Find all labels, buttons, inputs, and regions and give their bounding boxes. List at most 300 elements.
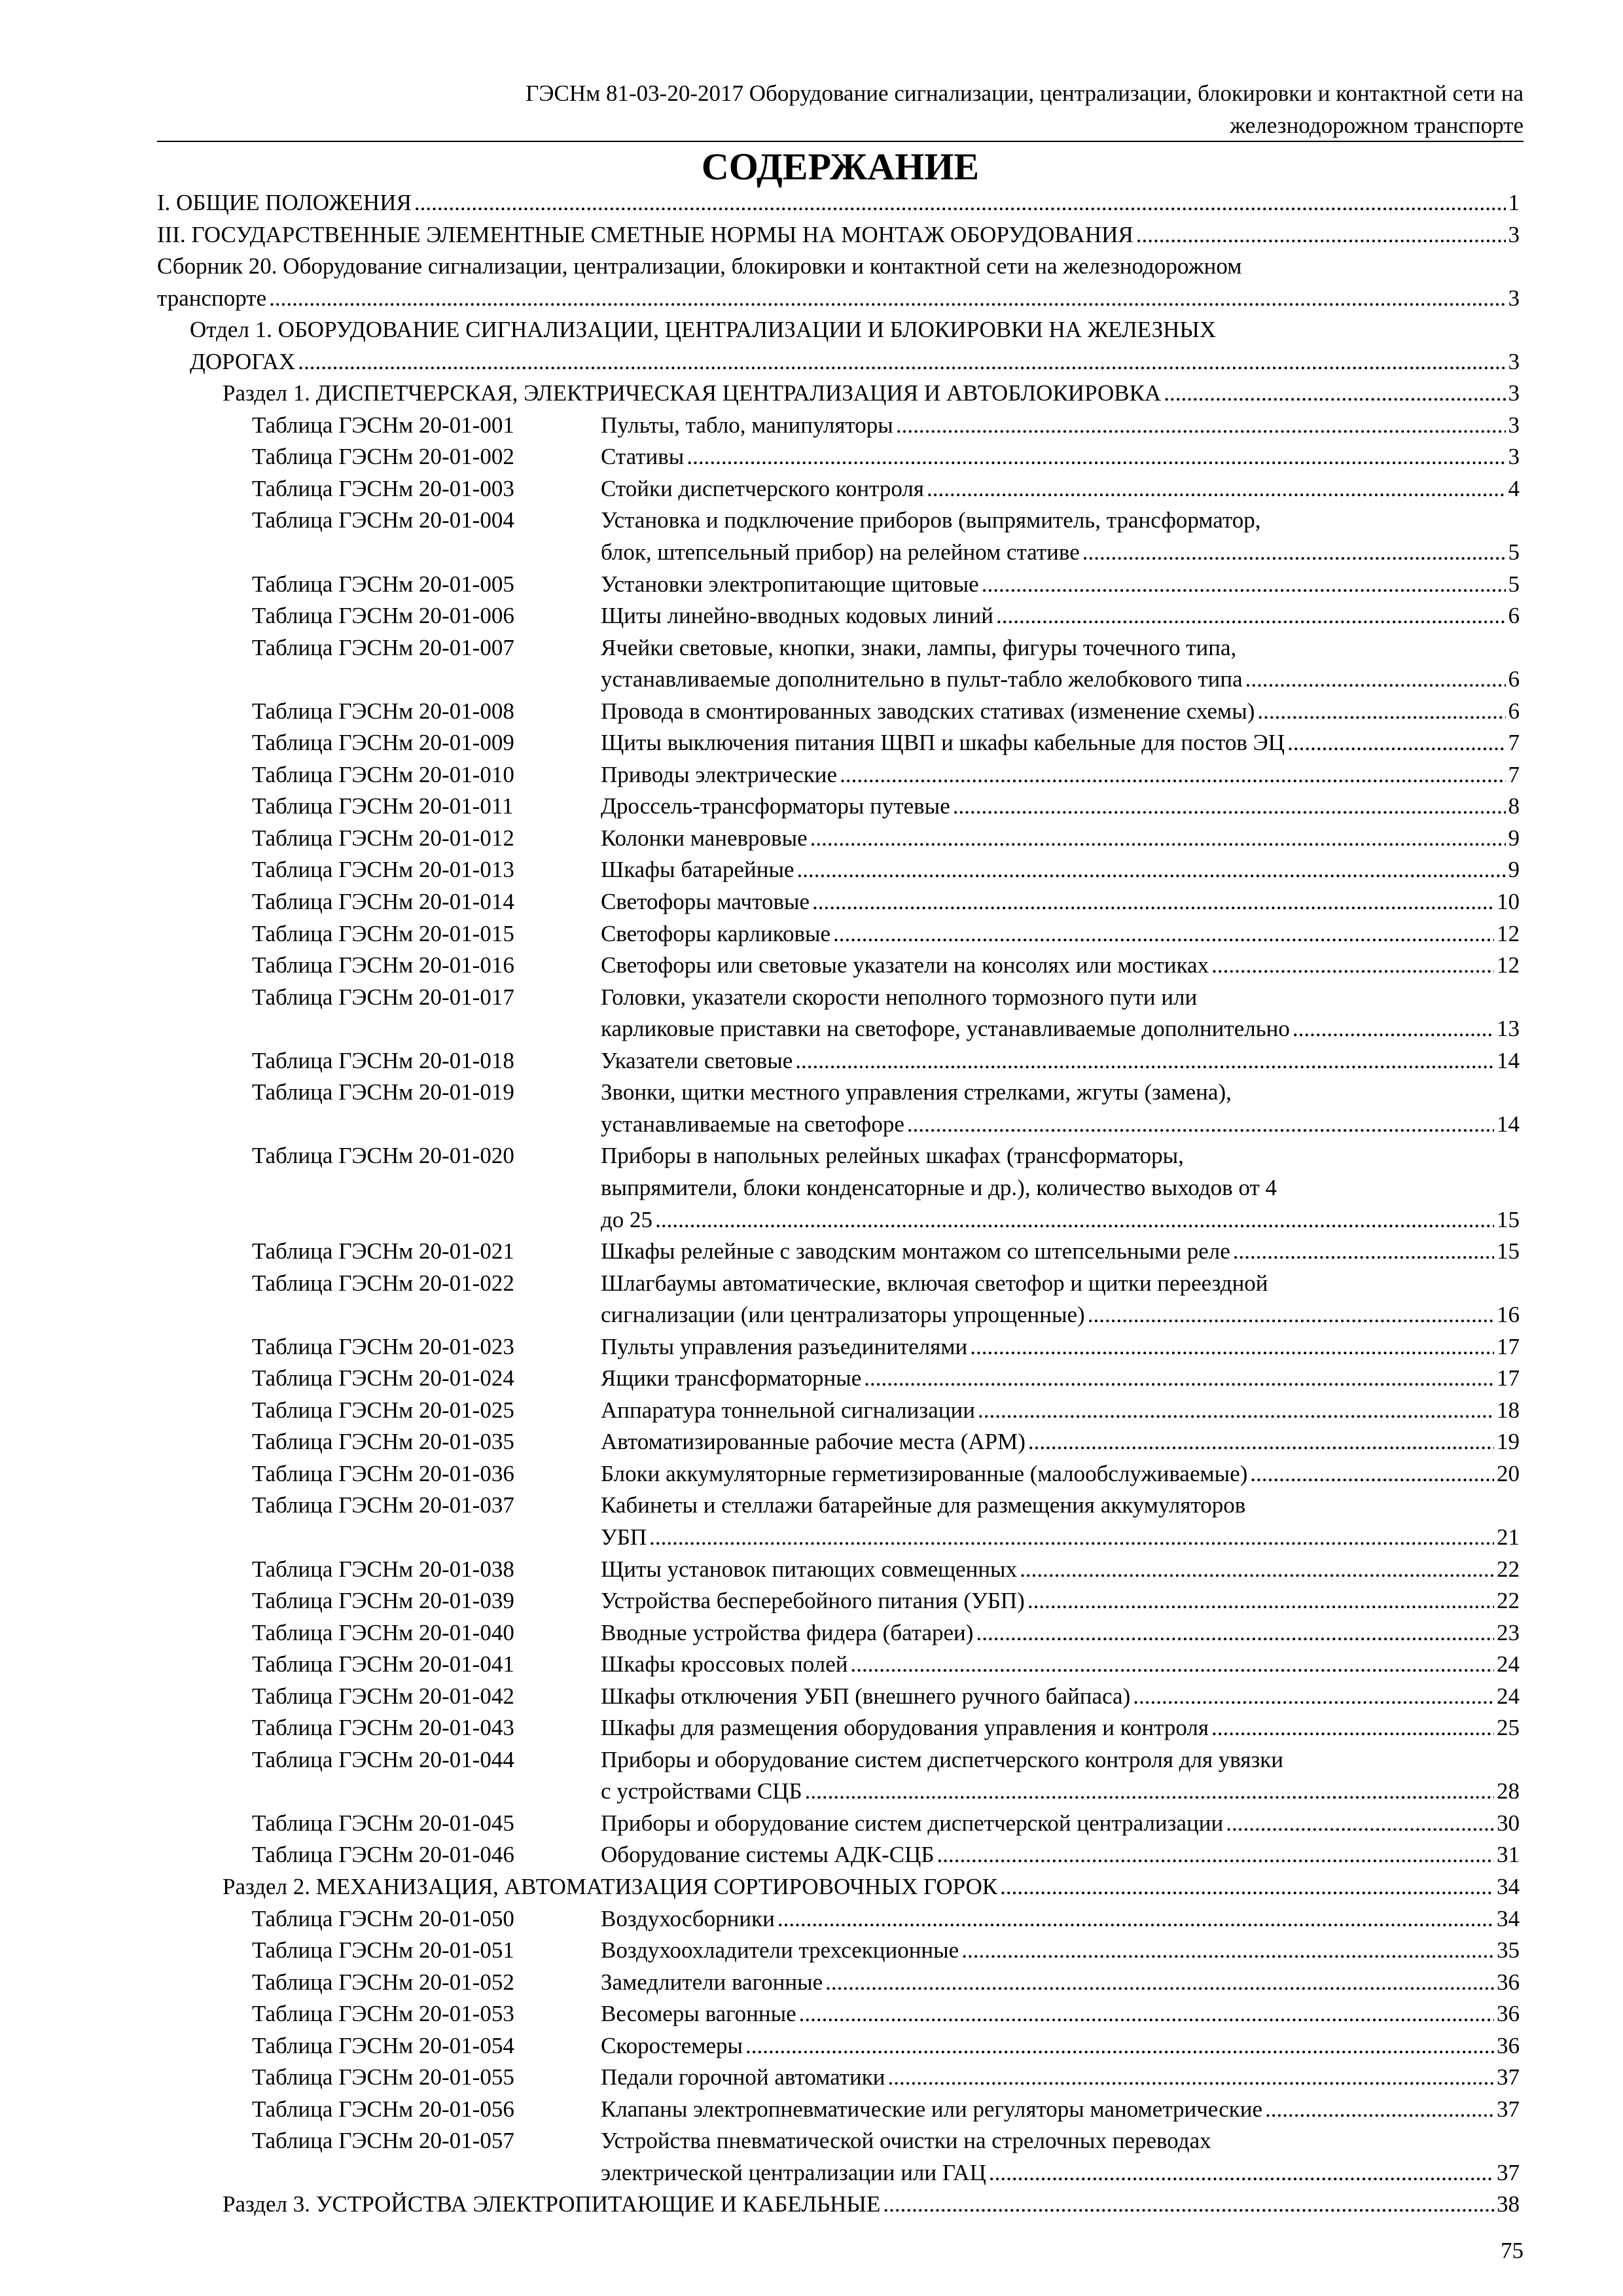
toc-entry[interactable] [157,791,1520,823]
toc-entry-title: Шкафы релейные с заводским монтажом со штепсельными реле [601,1238,1230,1265]
toc-entry[interactable] [157,219,1520,251]
toc-entry-title: блок, штепсельный прибор) на релейном стативе [601,539,1080,565]
toc-entry-title: Автоматизированные рабочие места (АРМ) [601,1429,1026,1455]
dot-leader [810,823,1506,855]
toc-entry-code: Таблица ГЭСНм 20-01-035 [252,1429,514,1455]
toc-entry-page: 36 [1497,2001,1520,2027]
toc-entry-line [601,1426,1520,1458]
toc-entry-page: 7 [1508,730,1520,756]
toc-entry[interactable] [157,886,1520,918]
toc-entry-page: 15 [1497,1206,1520,1232]
toc-entry-text [601,759,1520,791]
toc-entry[interactable] [157,1649,1520,1681]
toc-entry-text [190,314,1520,378]
dot-leader [976,1617,1494,1649]
toc-entry-code: Таблица ГЭСНм 20-01-009 [252,730,514,756]
toc-entry-page: 5 [1508,571,1520,597]
toc-entry-title: Светофоры мачтовые [601,889,810,915]
toc-entry-title: Дроссель-трансформаторы путевые [601,793,950,819]
toc-entry-code: Таблица ГЭСНм 20-01-006 [252,603,514,629]
dot-leader [1020,1554,1494,1586]
page-title: СОДЕРЖАНИЕ [701,145,980,188]
dot-leader [864,1363,1494,1395]
toc-entry-text [601,1681,1520,1713]
dot-leader [883,2189,1494,2221]
toc-entry-line [223,1871,1520,1903]
dot-leader [799,1998,1494,2030]
dot-leader [1027,1585,1494,1617]
toc-entry-line [601,1395,1520,1427]
toc-entry[interactable] [157,441,1520,473]
toc-entry[interactable] [157,1585,1520,1617]
toc-entry-text [601,1839,1520,1871]
toc-entry[interactable] [157,1935,1520,1967]
toc-entry-line [601,1522,1520,1554]
toc-entry-code: Таблица ГЭСНм 20-01-014 [252,889,514,915]
toc-entry-title: Ящики трансформаторные [601,1365,862,1391]
toc-entry-title: Светофоры или световые указатели на консолях или мостиках [601,952,1209,978]
toc-entry-title: Установки электропитающие щитовые [601,571,979,597]
dot-leader [888,2062,1495,2094]
toc-entry-page: 14 [1497,1047,1520,1073]
toc-entry-title: выпрямители, блоки конденсаторные и др.), количество выходов от 4 [601,1174,1277,1200]
toc-entry-page: 31 [1497,1842,1520,1868]
toc-entry-code: Таблица ГЭСНм 20-01-056 [252,2096,514,2122]
toc-entry-page: 16 [1497,1302,1520,1328]
toc-entry-text [157,251,1520,314]
dot-leader [825,1967,1494,1999]
toc-entry[interactable] [157,950,1520,982]
toc-entry-line [601,1013,1520,1045]
dot-leader [936,1839,1494,1871]
toc-entry-line [601,1681,1520,1713]
toc-entry-text [601,1426,1520,1458]
toc-entry[interactable] [157,314,1520,378]
toc-entry-line [601,1808,1520,1840]
toc-entry[interactable] [157,1617,1520,1649]
toc-entry-line [601,473,1520,505]
toc-entry-code: Таблица ГЭСНм 20-01-052 [252,1969,514,1995]
toc-entry-line [601,1045,1520,1077]
toc-entry-text [601,569,1520,601]
toc-entry-code: Таблица ГЭСНм 20-01-036 [252,1460,514,1486]
toc-entry-page: 20 [1497,1460,1520,1486]
toc-entry[interactable] [157,473,1520,505]
dot-leader [1000,1871,1494,1903]
dot-leader [840,759,1505,791]
toc-entry[interactable] [157,505,1520,568]
toc-entry-title: устанавливаемые дополнительно в пульт-табло желобкового типа [601,666,1243,692]
toc-entry-line [190,346,1520,378]
toc-entry-line [601,1077,1520,1109]
toc-entry-page: 34 [1497,1905,1520,1931]
toc-entry[interactable] [157,727,1520,759]
toc-entry-line [157,283,1520,315]
toc-entry-line [157,187,1520,219]
toc-entry-text [157,187,1520,219]
dot-leader [795,1045,1494,1077]
toc-entry-page: 36 [1497,2032,1520,2058]
toc-entry-line [601,1967,1520,1999]
toc-entry[interactable] [157,600,1520,632]
toc-entry-code: Таблица ГЭСНм 20-01-055 [252,2064,514,2090]
dot-leader [1211,950,1494,982]
toc-entry-page: 37 [1497,2096,1520,2122]
toc-entry-page: 4 [1508,475,1520,501]
page-number: 75 [1501,2238,1524,2263]
toc-entry-line [601,1712,1520,1744]
toc-entry[interactable] [157,1045,1520,1077]
toc-entry-line [601,791,1520,823]
toc-entry-page: 35 [1497,1937,1520,1964]
toc-entry-line [601,2125,1520,2157]
dot-leader [982,569,1506,601]
dot-leader [1226,1808,1494,1840]
toc-entry-page: 24 [1497,1651,1520,1677]
toc-entry-page: 5 [1508,539,1520,565]
toc-entry-title: I. ОБЩИЕ ПОЛОЖЕНИЯ [157,190,412,215]
toc-entry-title: Щиты линейно-вводных кодовых линий [601,603,993,629]
running-header [157,77,1524,141]
toc-entry-page: 22 [1497,1588,1520,1614]
toc-entry[interactable] [157,2062,1520,2094]
toc-entry[interactable] [157,1808,1520,1840]
toc-entry[interactable] [157,1998,1520,2030]
toc-entry-title: Устройства бесперебойного питания (УБП) [601,1588,1025,1614]
toc-entry-title: транспорте [157,285,267,311]
dot-leader [1164,378,1505,410]
toc-entry-line [601,1458,1520,1490]
toc-entry-text [601,1967,1520,1999]
toc-entry-page: 3 [1508,380,1520,406]
toc-entry[interactable] [157,696,1520,728]
toc-entry-line [601,1776,1520,1808]
toc-entry-title: устанавливаемые на светофоре [601,1111,904,1137]
toc-entry-title: до 25 [601,1206,653,1232]
toc-entry-title: Раздел 1. ДИСПЕТЧЕРСКАЯ, ЭЛЕКТРИЧЕСКАЯ ЦЕНТРАЛИЗАЦИЯ И АВТОБЛОКИРОВКА [223,380,1162,406]
toc-entry-title: Замедлители вагонные [601,1969,823,1995]
dot-leader [907,1109,1494,1141]
toc-entry-line [601,1744,1520,1776]
toc-entry-line [223,2189,1520,2221]
toc-entry-page: 3 [1508,348,1520,374]
toc-entry-text [601,1712,1520,1744]
toc-entry-code: Таблица ГЭСНм 20-01-054 [252,2032,514,2058]
dot-leader [1257,696,1505,728]
toc-entry-text [601,1617,1520,1649]
toc-entry-line [601,1998,1520,2030]
toc-entry-line [601,600,1520,632]
toc-entry-code: Таблица ГЭСНм 20-01-045 [252,1810,514,1836]
dot-leader [1028,1426,1494,1458]
toc-entry[interactable] [157,1744,1520,1808]
toc-entry-page: 6 [1508,666,1520,692]
toc-entry-line [601,1268,1520,1300]
toc-entry[interactable] [157,251,1520,314]
dot-leader [1265,2094,1494,2126]
toc-entry-title: электрической централизации или ГАЦ [601,2159,986,2185]
toc-entry-code: Таблица ГЭСНм 20-01-023 [252,1333,514,1359]
toc-entry[interactable] [157,1331,1520,1363]
table-of-contents [157,187,1520,2221]
toc-entry[interactable] [157,1903,1520,1935]
toc-entry-title: Воздухосборники [601,1905,775,1931]
toc-entry-title: Раздел 2. МЕХАНИЗАЦИЯ, АВТОМАТИЗАЦИЯ СОРТИРОВОЧНЫХ ГОРОК [223,1873,998,1899]
toc-entry[interactable] [157,1458,1520,1490]
toc-entry-text [601,1045,1520,1077]
toc-entry-title: Установка и подключение приборов (выпрямитель, трансформатор, [601,507,1261,533]
toc-entry-text [601,441,1520,473]
dot-leader [978,1395,1494,1427]
toc-entry-title: Кабинеты и стеллажи батарейные для размещения аккумуляторов [601,1492,1246,1518]
toc-entry-text [601,632,1520,696]
dot-leader [1211,1712,1494,1744]
dot-leader [1088,1299,1494,1331]
toc-entry-title: УБП [601,1524,647,1550]
toc-entry-title: Звонки, щитки местного управления стрелками, жгуты (замена), [601,1079,1232,1105]
toc-entry[interactable] [157,1871,1520,1903]
toc-entry-line [601,696,1520,728]
toc-entry-title: Отдел 1. ОБОРУДОВАНИЕ СИГНАЛИЗАЦИИ, ЦЕНТРАЛИЗАЦИИ И БЛОКИРОВКИ НА ЖЕЛЕЗНЫХ [190,317,1217,343]
toc-entry-text [601,1903,1520,1935]
toc-entry-code: Таблица ГЭСНм 20-01-037 [252,1492,514,1518]
toc-entry-title: Головки, указатели скорости неполного тормозного пути или [601,984,1198,1010]
toc-entry-line [601,759,1520,791]
toc-entry-code: Таблица ГЭСНм 20-01-053 [252,2001,514,2027]
toc-entry-page: 37 [1497,2064,1520,2090]
toc-entry-title: Шкафы батарейные [601,857,794,883]
toc-entry[interactable] [157,1077,1520,1140]
toc-entry[interactable] [157,1363,1520,1395]
toc-entry-text [601,982,1520,1045]
toc-entry-text [601,950,1520,982]
toc-entry-code: Таблица ГЭСНм 20-01-039 [252,1588,514,1614]
toc-entry-text [601,410,1520,442]
toc-entry-title: Указатели световые [601,1047,793,1073]
dot-leader [1245,664,1506,696]
toc-entry-code: Таблица ГЭСНм 20-01-010 [252,761,514,787]
toc-entry-page: 13 [1497,1016,1520,1042]
toc-entry-text [601,2030,1520,2062]
toc-entry-line [601,1363,1520,1395]
toc-entry-line [601,2062,1520,2094]
toc-entry-code: Таблица ГЭСНм 20-01-040 [252,1619,514,1645]
toc-entry-page: 3 [1508,285,1520,311]
toc-entry-line [601,1299,1520,1331]
dot-leader [805,1776,1494,1808]
toc-entry-line [601,918,1520,950]
toc-entry-code: Таблица ГЭСНм 20-01-017 [252,984,514,1010]
toc-entry-line [190,314,1520,346]
toc-entry-title: Пульты, табло, манипуляторы [601,412,893,438]
toc-entry-line [601,1109,1520,1141]
toc-entry-line [601,1140,1520,1172]
toc-entry-line [601,664,1520,696]
toc-entry-text [223,378,1520,410]
toc-entry-title: Приборы и оборудование систем диспетчерского контроля для увязки [601,1746,1284,1772]
toc-entry[interactable] [157,410,1520,442]
toc-entry-title: Шкафы отключения УБП (внешнего ручного байпаса) [601,1683,1131,1709]
toc-entry-line [601,2094,1520,2126]
toc-entry-line [601,1585,1520,1617]
toc-entry[interactable] [157,1140,1520,1236]
toc-entry-title: сигнализации (или централизаторы упрощенные) [601,1302,1085,1328]
dot-leader [927,473,1506,505]
toc-entry-line [601,441,1520,473]
toc-entry[interactable] [157,2125,1520,2189]
toc-entry-page: 17 [1497,1365,1520,1391]
toc-entry[interactable] [157,1681,1520,1713]
toc-entry-line [601,569,1520,601]
toc-entry[interactable] [157,1236,1520,1268]
toc-entry[interactable] [157,1268,1520,1331]
toc-entry-page: 30 [1497,1810,1520,1836]
toc-entry-title: Приборы и оборудование систем диспетчерской централизации [601,1810,1224,1836]
toc-entry-text [601,1363,1520,1395]
toc-entry-line [601,1236,1520,1268]
toc-entry-text [601,696,1520,728]
toc-entry[interactable] [157,854,1520,886]
toc-entry[interactable] [157,1426,1520,1458]
toc-entry-code: Таблица ГЭСНм 20-01-051 [252,1937,514,1964]
toc-entry[interactable] [157,187,1520,219]
toc-entry-text [601,1140,1520,1236]
dot-leader [797,854,1506,886]
toc-entry[interactable] [157,1490,1520,1553]
toc-entry-code: Таблица ГЭСНм 20-01-011 [252,793,514,819]
dot-leader [1287,727,1505,759]
toc-entry[interactable] [157,982,1520,1045]
toc-entry-text [601,1331,1520,1363]
toc-entry-code: Таблица ГЭСНм 20-01-005 [252,571,514,597]
toc-entry-page: 12 [1497,952,1520,978]
toc-entry-page: 15 [1497,1238,1520,1265]
toc-entry-text [601,505,1520,568]
dot-leader [970,1331,1494,1363]
toc-entry-title: Щиты установок питающих совмещенных [601,1556,1018,1582]
toc-entry-page: 3 [1508,412,1520,438]
toc-entry[interactable] [157,1395,1520,1427]
toc-entry-code: Таблица ГЭСНм 20-01-012 [252,825,514,851]
toc-entry-page: 6 [1508,698,1520,724]
toc-entry-code: Таблица ГЭСНм 20-01-057 [252,2128,514,2154]
toc-entry-code: Таблица ГЭСНм 20-01-016 [252,952,514,978]
toc-entry-code: Таблица ГЭСНм 20-01-041 [252,1651,514,1677]
toc-entry-title: Сборник 20. Оборудование сигнализации, централизации, блокировки и контактной сети на железнодорожном [157,253,1242,279]
toc-entry-text [601,1268,1520,1331]
toc-entry-text [601,1077,1520,1140]
toc-entry-code: Таблица ГЭСНм 20-01-007 [252,634,514,660]
toc-entry-page: 34 [1497,1873,1520,1899]
toc-entry-code: Таблица ГЭСНм 20-01-043 [252,1715,514,1741]
toc-entry[interactable] [157,1967,1520,1999]
running-header-line-2: железнодорожном транспорте [1230,113,1524,138]
toc-entry-line [601,1554,1520,1586]
toc-entry-title: Раздел 3. УСТРОЙСТВА ЭЛЕКТРОПИТАЮЩИЕ И КАБЕЛЬНЫЕ [223,2191,881,2217]
toc-entry-title: Аппаратура тоннельной сигнализации [601,1397,975,1423]
toc-entry-code: Таблица ГЭСНм 20-01-038 [252,1556,514,1582]
dot-leader [1293,1013,1494,1045]
toc-entry[interactable] [157,823,1520,855]
toc-entry-title: Педали горочной автоматики [601,2064,885,2090]
toc-entry-text [601,727,1520,759]
dot-leader [1082,537,1506,569]
toc-entry[interactable] [157,1712,1520,1744]
toc-entry-line [601,1935,1520,1967]
toc-entry-code: Таблица ГЭСНм 20-01-021 [252,1238,514,1265]
toc-entry-title: Шкафы для размещения оборудования управления и контроля [601,1715,1209,1741]
toc-entry-text [601,823,1520,855]
dot-leader [953,791,1506,823]
toc-entry-page: 3 [1508,221,1520,247]
toc-entry-title: Приборы в напольных релейных шкафах (трансформаторы, [601,1143,1184,1169]
toc-entry-line [601,1204,1520,1236]
toc-entry[interactable] [157,2030,1520,2062]
dot-leader [777,1903,1494,1935]
dot-leader [896,410,1506,442]
toc-entry-page: 37 [1497,2159,1520,2185]
dot-leader [1136,219,1506,251]
toc-entry-line [601,537,1520,569]
toc-entry-title: Вводные устройства фидера (батареи) [601,1619,974,1645]
toc-entry-page: 23 [1497,1619,1520,1645]
toc-entry[interactable] [157,569,1520,601]
toc-entry-text [601,791,1520,823]
toc-entry-title: Светофоры карликовые [601,920,831,946]
toc-entry-text [223,2189,1520,2221]
toc-entry-title: Оборудование системы АДК-СЦБ [601,1842,935,1868]
toc-entry-text [601,1585,1520,1617]
toc-entry-text [601,886,1520,918]
toc-entry-page: 7 [1508,761,1520,787]
toc-entry-page: 25 [1497,1715,1520,1741]
toc-entry-line [601,1649,1520,1681]
toc-entry[interactable] [157,632,1520,696]
toc-entry[interactable] [157,1839,1520,1871]
toc-entry-title: Шкафы кроссовых полей [601,1651,848,1677]
toc-entry-text [601,1490,1520,1553]
toc-entry-text [601,918,1520,950]
dot-leader [1233,1236,1494,1268]
toc-entry[interactable] [157,759,1520,791]
running-header-line-1: ГЭСНм 81-03-20-2017 Оборудование сигнализации, централизации, блокировки и контактной сети на [526,81,1524,106]
toc-entry-line [601,854,1520,886]
toc-entry[interactable] [157,2189,1520,2221]
toc-entry-text [157,219,1520,251]
toc-entry-page: 18 [1497,1397,1520,1423]
toc-entry[interactable] [157,378,1520,410]
toc-entry-page: 9 [1508,825,1520,851]
toc-entry-text [601,1458,1520,1490]
dot-leader [687,441,1505,473]
toc-entry-line [601,1490,1520,1522]
toc-entry-title: Колонки маневровые [601,825,808,851]
toc-entry-page: 19 [1497,1429,1520,1455]
toc-entry-text [601,1998,1520,2030]
toc-entry-line [601,410,1520,442]
toc-entry[interactable] [157,1554,1520,1586]
toc-entry[interactable] [157,918,1520,950]
toc-entry-text [601,2125,1520,2189]
toc-entry-page: 10 [1497,889,1520,915]
toc-entry-code: Таблица ГЭСНм 20-01-050 [252,1905,514,1931]
toc-entry-line [601,2157,1520,2189]
toc-entry-line [601,505,1520,537]
dot-leader [745,2030,1494,2062]
toc-entry-page: 9 [1508,857,1520,883]
toc-entry-code: Таблица ГЭСНм 20-01-020 [252,1143,514,1169]
toc-entry[interactable] [157,2094,1520,2126]
